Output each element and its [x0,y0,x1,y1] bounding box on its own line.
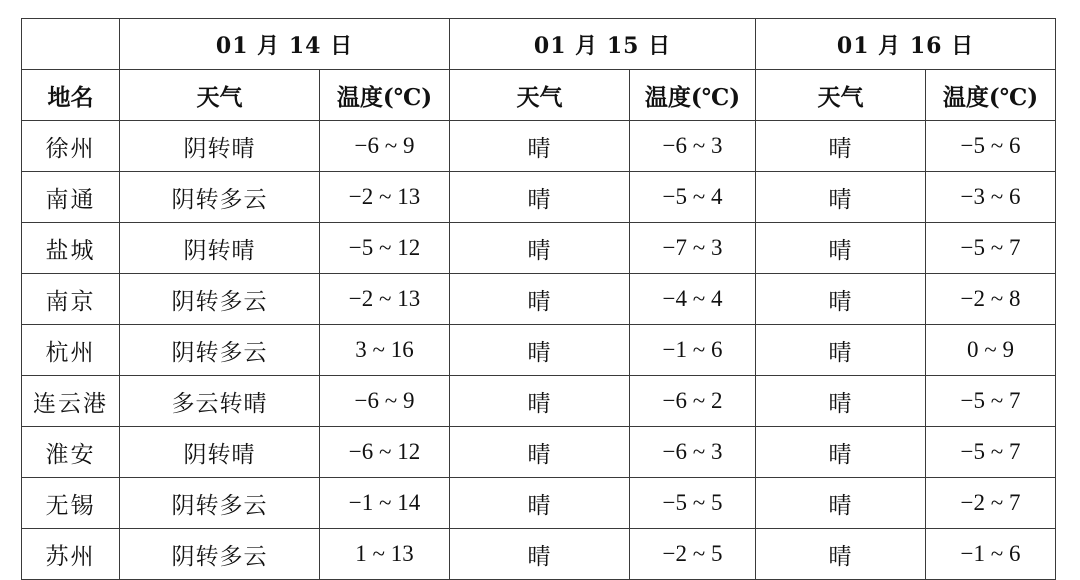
temperature-cell-day1: 1 ~ 13 [320,529,450,580]
date-header-day3: 01 月 16 日 [756,19,1056,70]
city-name-cell: 淮安 [22,427,120,478]
weather-cell-day3: 晴 [756,427,926,478]
temperature-cell-day3: −5 ~ 7 [926,376,1056,427]
table-row [22,325,1056,376]
column-header-row [22,70,1056,121]
place-column-header: 地名 [22,70,120,121]
temperature-cell-day1: −6 ~ 12 [320,427,450,478]
table-row [22,376,1056,427]
temperature-cell-day1: −6 ~ 9 [320,121,450,172]
temperature-cell-day1: −6 ~ 9 [320,376,450,427]
temperature-cell-day2: −1 ~ 6 [630,325,756,376]
temperature-cell-day1: −1 ~ 14 [320,478,450,529]
weather-cell-day2: 晴 [450,121,630,172]
city-name-cell: 南通 [22,172,120,223]
weather-cell-day1: 阴转晴 [120,121,320,172]
weather-cell-day3: 晴 [756,478,926,529]
temperature-cell-day3: 0 ~ 9 [926,325,1056,376]
weather-cell-day1: 阴转多云 [120,478,320,529]
weather-cell-day2: 晴 [450,325,630,376]
weather-column-header-day1: 天气 [120,70,320,121]
weather-cell-day1: 阴转多云 [120,325,320,376]
temperature-cell-day2: −6 ~ 2 [630,376,756,427]
temperature-cell-day1: 3 ~ 16 [320,325,450,376]
weather-cell-day3: 晴 [756,529,926,580]
temperature-cell-day2: −6 ~ 3 [630,427,756,478]
city-name-cell: 无锡 [22,478,120,529]
weather-cell-day1: 阴转多云 [120,529,320,580]
city-name-cell: 南京 [22,274,120,325]
temperature-cell-day3: −5 ~ 7 [926,427,1056,478]
weather-cell-day1: 多云转晴 [120,376,320,427]
weather-column-header-day2: 天气 [450,70,630,121]
temperature-cell-day2: −5 ~ 5 [630,478,756,529]
city-name-cell: 盐城 [22,223,120,274]
weather-cell-day2: 晴 [450,376,630,427]
weather-cell-day3: 晴 [756,223,926,274]
weather-cell-day2: 晴 [450,274,630,325]
table-body [22,19,1056,580]
weather-cell-day2: 晴 [450,172,630,223]
weather-cell-day1: 阴转多云 [120,274,320,325]
weather-cell-day1: 阴转多云 [120,172,320,223]
weather-column-header-day3: 天气 [756,70,926,121]
weather-cell-day3: 晴 [756,121,926,172]
temperature-cell-day2: −4 ~ 4 [630,274,756,325]
city-name-cell: 徐州 [22,121,120,172]
temperature-cell-day2: −6 ~ 3 [630,121,756,172]
weather-cell-day3: 晴 [756,376,926,427]
table-row [22,529,1056,580]
weather-cell-day2: 晴 [450,478,630,529]
weather-cell-day3: 晴 [756,325,926,376]
temperature-cell-day3: −5 ~ 7 [926,223,1056,274]
weather-forecast-table [21,18,1056,580]
temperature-cell-day3: −2 ~ 7 [926,478,1056,529]
weather-cell-day2: 晴 [450,529,630,580]
table-row [22,274,1056,325]
temperature-column-header-day1: 温度(℃) [320,70,450,121]
weather-cell-day1: 阴转晴 [120,427,320,478]
city-name-cell: 连云港 [22,376,120,427]
date-header-day1: 01 月 14 日 [120,19,450,70]
temperature-cell-day3: −5 ~ 6 [926,121,1056,172]
city-name-cell: 杭州 [22,325,120,376]
table-row [22,121,1056,172]
weather-cell-day2: 晴 [450,427,630,478]
table-row [22,478,1056,529]
weather-cell-day3: 晴 [756,172,926,223]
table-row [22,172,1056,223]
weather-cell-day2: 晴 [450,223,630,274]
temperature-cell-day3: −3 ~ 6 [926,172,1056,223]
temperature-cell-day1: −2 ~ 13 [320,274,450,325]
weather-cell-day3: 晴 [756,274,926,325]
temperature-cell-day2: −5 ~ 4 [630,172,756,223]
temperature-cell-day2: −7 ~ 3 [630,223,756,274]
temperature-cell-day2: −2 ~ 5 [630,529,756,580]
temperature-column-header-day3: 温度(℃) [926,70,1056,121]
weather-cell-day1: 阴转晴 [120,223,320,274]
table-row [22,223,1056,274]
temperature-cell-day1: −2 ~ 13 [320,172,450,223]
date-header-day2: 01 月 15 日 [450,19,756,70]
temperature-cell-day3: −2 ~ 8 [926,274,1056,325]
table-row [22,427,1056,478]
temperature-column-header-day2: 温度(℃) [630,70,756,121]
corner-cell [22,19,120,70]
temperature-cell-day3: −1 ~ 6 [926,529,1056,580]
date-header-row [22,19,1056,70]
temperature-cell-day1: −5 ~ 12 [320,223,450,274]
city-name-cell: 苏州 [22,529,120,580]
